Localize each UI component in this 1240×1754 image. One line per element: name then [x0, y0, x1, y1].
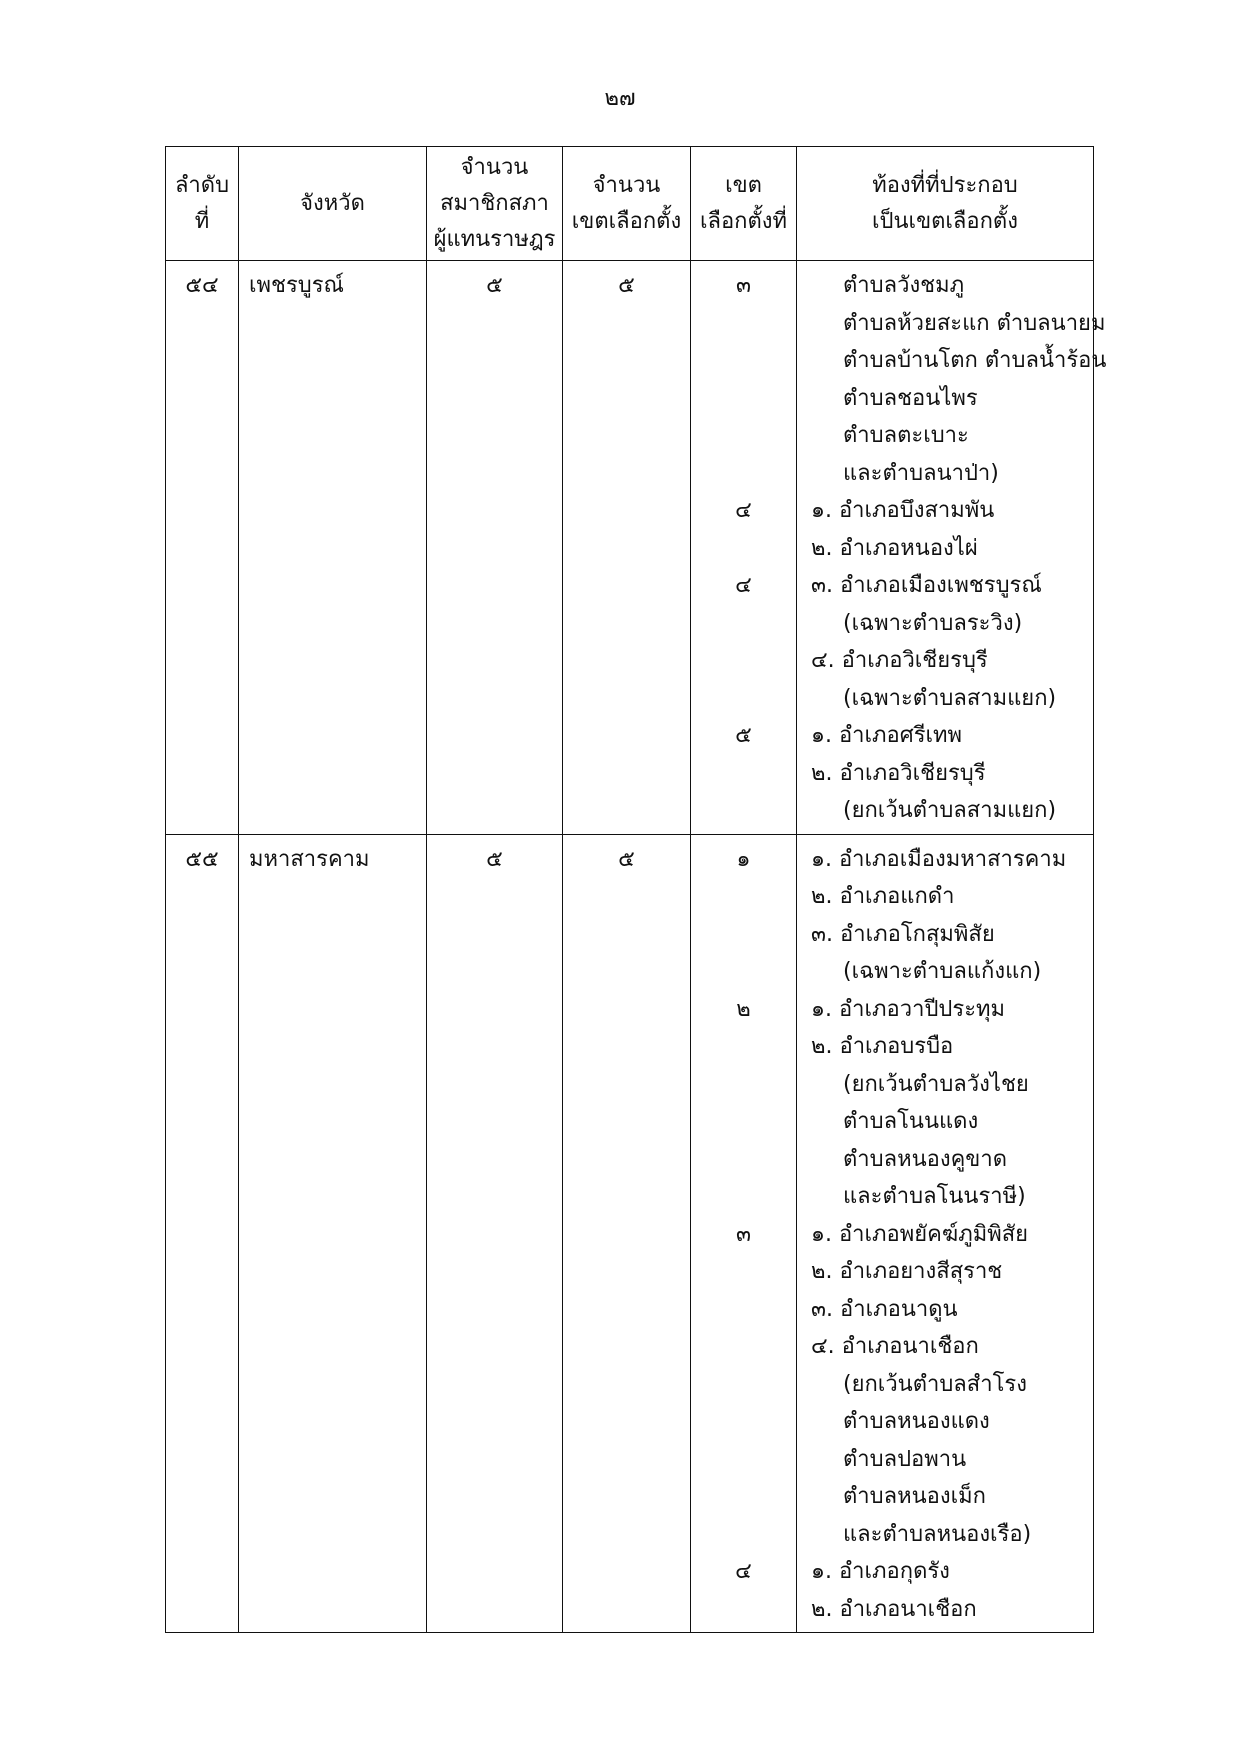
- district-number: [697, 1103, 790, 1141]
- header-area: ท้องที่ที่ประกอบ เป็นเขตเลือกตั้ง: [797, 147, 1094, 261]
- area-line: ๒. อำเภอหนองไผ่: [811, 535, 978, 561]
- district-number: [697, 1328, 790, 1366]
- row-district-count: ๕: [563, 261, 691, 835]
- district-number: [697, 755, 790, 793]
- area-line: ๑. อำเภอวาปีประทุม: [811, 996, 1006, 1022]
- district-number: [697, 1178, 790, 1216]
- area-line: ๔. อำเภอวิเชียรบุรี: [811, 648, 988, 673]
- area-line: ๓. อำเภอเมืองเพชรบูรณ์: [811, 573, 1042, 598]
- row-district-numbers: [691, 261, 797, 835]
- area-line: (ยกเว้นตำบลวังไชย: [843, 1071, 1029, 1097]
- district-number: [697, 792, 790, 830]
- district-number: [697, 1478, 790, 1516]
- row-members: ๕: [427, 834, 563, 1633]
- district-number: [697, 342, 790, 380]
- header-district-count: จำนวน เขตเลือกตั้ง: [563, 147, 691, 261]
- district-number: [697, 953, 790, 991]
- district-number: ๕: [735, 723, 752, 748]
- district-number: [697, 417, 790, 455]
- district-number: ๑: [736, 846, 751, 872]
- district-number: ๓: [735, 273, 752, 298]
- area-line: และตำบลหนองเรือ): [843, 1521, 1032, 1547]
- district-number: ๒: [736, 996, 751, 1022]
- area-line: และตำบลโนนราษี): [843, 1184, 1026, 1209]
- district-number: [697, 680, 790, 718]
- header-district-number: เขต เลือกตั้งที่: [691, 147, 797, 261]
- header-members: จำนวน สมาชิกสภา ผู้แทนราษฎร: [427, 147, 563, 261]
- row-area: [797, 834, 1094, 1633]
- row-district-count: ๕: [563, 834, 691, 1633]
- area-line: ตำบลวังชมภู: [843, 273, 965, 298]
- area-line: ๑. อำเภอศรีเทพ: [811, 723, 963, 748]
- area-line: ๑. อำเภอเมืองมหาสารคาม: [811, 846, 1067, 872]
- row-province: เพชรบูรณ์: [239, 261, 427, 835]
- area-line: ๓. อำเภอโกสุมพิสัย: [811, 921, 995, 947]
- district-number: ๔: [735, 1559, 752, 1584]
- row-district-numbers: [691, 834, 797, 1633]
- district-number: [697, 1441, 790, 1479]
- area-line: ๒. อำเภอวิเชียรบุรี: [811, 760, 986, 786]
- district-number: [697, 916, 790, 954]
- area-line: (เฉพาะตำบลสามแยก): [843, 685, 1057, 711]
- row-order: ๕๔: [166, 261, 239, 835]
- area-line: (เฉพาะตำบลระวิง): [843, 610, 1023, 636]
- district-number: [697, 1403, 790, 1441]
- district-number: [697, 1516, 790, 1554]
- page-number: ๒๗: [604, 86, 636, 111]
- district-number: [697, 1366, 790, 1404]
- row-order: ๕๕: [166, 834, 239, 1633]
- district-number: [697, 1253, 790, 1291]
- district-number: [697, 1066, 790, 1104]
- area-line: ตำบลโนนแดง: [843, 1109, 979, 1134]
- table-row: [166, 834, 1094, 1633]
- area-line: ๒. อำเภอยางสีสุราช: [811, 1259, 1003, 1284]
- area-line: ๔. อำเภอนาเชือก: [811, 1334, 979, 1359]
- district-number: [697, 380, 790, 418]
- area-line: (เฉพาะตำบลแก้งแก): [843, 959, 1042, 984]
- district-number: [697, 1141, 790, 1179]
- district-number: ๔: [735, 573, 752, 598]
- district-number: [697, 642, 790, 680]
- area-line: ๓. อำเภอนาดูน: [811, 1296, 958, 1322]
- row-province: มหาสารคาม: [239, 834, 427, 1633]
- area-line: (ยกเว้นตำบลสำโรง: [843, 1371, 1027, 1397]
- electoral-district-table: [165, 146, 1107, 1633]
- area-line: ตำบลปอพาน: [843, 1446, 967, 1472]
- area-line: ตำบลบ้านโตก ตำบลน้ำร้อน: [843, 348, 1107, 373]
- district-number: [697, 305, 790, 343]
- district-number: [697, 1291, 790, 1329]
- header-order: ลำดับ ที่: [166, 147, 239, 261]
- area-line: ตำบลหนองแดง: [843, 1409, 990, 1434]
- district-number: ๔: [735, 498, 752, 523]
- district-number: [697, 1028, 790, 1066]
- table-row: [166, 261, 1094, 835]
- district-number: [697, 1591, 790, 1629]
- area-line: และตำบลนาป่า): [843, 460, 999, 486]
- area-line: ตำบลหนองเม็ก: [843, 1484, 986, 1509]
- area-line: ตำบลหนองคูขาด: [843, 1146, 1007, 1172]
- area-line: ๑. อำเภอบึงสามพัน: [811, 498, 995, 523]
- district-number: ๓: [735, 1221, 752, 1247]
- area-line: ๑. อำเภอพยัคฆ์ภูมิพิสัย: [811, 1221, 1029, 1247]
- district-number: [697, 605, 790, 643]
- district-number: [697, 530, 790, 568]
- row-area: [797, 261, 1107, 835]
- area-line: ๒. อำเภอบรบือ: [811, 1034, 954, 1059]
- district-number: [697, 878, 790, 916]
- header-province: จังหวัด: [239, 147, 427, 261]
- row-members: ๕: [427, 261, 563, 835]
- area-line: ตำบลห้วยสะแก ตำบลนายม: [843, 310, 1106, 336]
- area-line: ๒. อำเภอนาเชือก: [811, 1596, 977, 1622]
- district-number: [697, 455, 790, 493]
- area-line: ตำบลตะเบาะ: [843, 423, 969, 448]
- area-line: ๒. อำเภอแกดำ: [811, 884, 955, 909]
- table-header-row: [166, 147, 1094, 261]
- area-line: ตำบลชอนไพร: [843, 385, 978, 411]
- area-line: (ยกเว้นตำบลสามแยก): [843, 798, 1057, 823]
- area-line: ๑. อำเภอกุดรัง: [811, 1559, 950, 1584]
